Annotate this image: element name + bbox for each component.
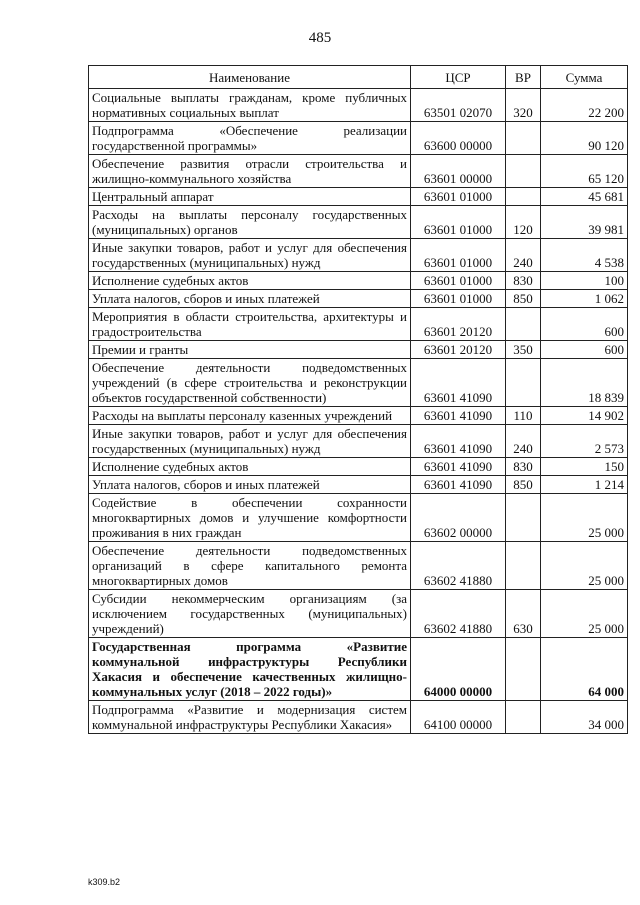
cell-sum: 39 981 [541, 206, 628, 239]
cell-csr: 63601 41090 [411, 359, 506, 407]
cell-sum: 22 200 [541, 89, 628, 122]
table-row [89, 272, 628, 290]
cell-sum: 4 538 [541, 239, 628, 272]
cell-name: Обеспечение развития отрасли строительства и жилищно-коммунального хозяйства [89, 155, 411, 188]
table-row [89, 359, 628, 407]
table-row [89, 122, 628, 155]
cell-name: Подпрограмма «Обеспечение реализации государственной программы» [89, 122, 411, 155]
table-row [89, 458, 628, 476]
cell-name: Иные закупки товаров, работ и услуг для обеспечения государственных (муниципальных) нужд [89, 239, 411, 272]
cell-name: Исполнение судебных актов [89, 458, 411, 476]
footer-code: k309.b2 [88, 877, 121, 887]
cell-sum: 25 000 [541, 542, 628, 590]
table-row [89, 494, 628, 542]
table-row [89, 341, 628, 359]
cell-vr: 850 [506, 476, 541, 494]
cell-vr [506, 638, 541, 701]
cell-csr: 63601 01000 [411, 188, 506, 206]
cell-sum: 64 000 [541, 638, 628, 701]
cell-csr: 63601 00000 [411, 155, 506, 188]
cell-name: Мероприятия в области строительства, архитектуры и градостроительства [89, 308, 411, 341]
cell-sum: 600 [541, 308, 628, 341]
table-row [89, 239, 628, 272]
table-row [89, 290, 628, 308]
cell-name: Иные закупки товаров, работ и услуг для обеспечения государственных (муниципальных) нужд [89, 425, 411, 458]
cell-vr [506, 542, 541, 590]
cell-name: Государственная программа «Развитие коммунальной инфраструктуры Республики Хакасия и обеспечение качественных жилищно-коммунальных услуг (2018 – 2022 годы)» [89, 638, 411, 701]
cell-vr [506, 122, 541, 155]
cell-csr: 63601 41090 [411, 425, 506, 458]
cell-sum: 100 [541, 272, 628, 290]
cell-csr: 63601 01000 [411, 239, 506, 272]
cell-sum: 2 573 [541, 425, 628, 458]
cell-sum: 1 062 [541, 290, 628, 308]
cell-vr: 850 [506, 290, 541, 308]
cell-sum: 14 902 [541, 407, 628, 425]
cell-name: Центральный аппарат [89, 188, 411, 206]
cell-csr: 64000 00000 [411, 638, 506, 701]
header-name: Наименование [89, 66, 411, 89]
cell-csr: 63601 01000 [411, 272, 506, 290]
cell-sum: 25 000 [541, 590, 628, 638]
cell-sum: 600 [541, 341, 628, 359]
cell-sum: 1 214 [541, 476, 628, 494]
cell-name: Содействие в обеспечении сохранности многоквартирных домов и улучшение комфортности проживания в них граждан [89, 494, 411, 542]
header-vr: ВР [506, 66, 541, 89]
cell-csr: 63601 01000 [411, 290, 506, 308]
table-row [89, 590, 628, 638]
table-row [89, 701, 628, 734]
cell-name: Уплата налогов, сборов и иных платежей [89, 290, 411, 308]
table-row [89, 89, 628, 122]
cell-vr [506, 494, 541, 542]
cell-vr: 350 [506, 341, 541, 359]
cell-csr: 63601 20120 [411, 308, 506, 341]
table-row [89, 638, 628, 701]
cell-vr [506, 359, 541, 407]
table-row [89, 155, 628, 188]
cell-name: Субсидии некоммерческим организациям (за исключением государственных (муниципальных) учреждений) [89, 590, 411, 638]
cell-name: Подпрограмма «Развитие и модернизация систем коммунальной инфраструктуры Республики Хакасия» [89, 701, 411, 734]
cell-name: Социальные выплаты гражданам, кроме публичных нормативных социальных выплат [89, 89, 411, 122]
header-sum: Сумма [541, 66, 628, 89]
cell-sum: 90 120 [541, 122, 628, 155]
cell-csr: 63601 41090 [411, 458, 506, 476]
header-csr: ЦСР [411, 66, 506, 89]
cell-csr: 64100 00000 [411, 701, 506, 734]
cell-vr: 830 [506, 458, 541, 476]
cell-name: Обеспечение деятельности подведомственных организаций в сфере капитального ремонта многоквартирных домов [89, 542, 411, 590]
cell-vr: 240 [506, 425, 541, 458]
cell-csr: 63602 00000 [411, 494, 506, 542]
table-row [89, 425, 628, 458]
cell-name: Уплата налогов, сборов и иных платежей [89, 476, 411, 494]
cell-vr: 240 [506, 239, 541, 272]
cell-csr: 63601 01000 [411, 206, 506, 239]
cell-sum: 18 839 [541, 359, 628, 407]
cell-csr: 63600 00000 [411, 122, 506, 155]
table-header-row [89, 66, 628, 89]
budget-table [88, 65, 628, 734]
table-row [89, 188, 628, 206]
cell-vr: 630 [506, 590, 541, 638]
cell-csr: 63602 41880 [411, 542, 506, 590]
table-row [89, 542, 628, 590]
cell-csr: 63601 20120 [411, 341, 506, 359]
cell-vr [506, 188, 541, 206]
cell-vr [506, 701, 541, 734]
cell-vr [506, 155, 541, 188]
cell-csr: 63601 41090 [411, 476, 506, 494]
cell-sum: 150 [541, 458, 628, 476]
cell-vr: 320 [506, 89, 541, 122]
cell-name: Обеспечение деятельности подведомственных учреждений (в сфере строительства и реконструкции объектов государственной собственности) [89, 359, 411, 407]
cell-sum: 65 120 [541, 155, 628, 188]
cell-sum: 25 000 [541, 494, 628, 542]
cell-csr: 63602 41880 [411, 590, 506, 638]
table-row [89, 407, 628, 425]
page-number: 485 [308, 30, 332, 46]
cell-vr [506, 308, 541, 341]
cell-name: Исполнение судебных актов [89, 272, 411, 290]
cell-name: Расходы на выплаты персоналу государственных (муниципальных) органов [89, 206, 411, 239]
cell-sum: 34 000 [541, 701, 628, 734]
cell-vr: 120 [506, 206, 541, 239]
cell-csr: 63501 02070 [411, 89, 506, 122]
cell-name: Расходы на выплаты персоналу казенных учреждений [89, 407, 411, 425]
cell-vr: 830 [506, 272, 541, 290]
cell-csr: 63601 41090 [411, 407, 506, 425]
table-row [89, 308, 628, 341]
table-row [89, 476, 628, 494]
table-body [89, 89, 628, 734]
cell-sum: 45 681 [541, 188, 628, 206]
cell-vr: 110 [506, 407, 541, 425]
cell-name: Премии и гранты [89, 341, 411, 359]
table-row [89, 206, 628, 239]
